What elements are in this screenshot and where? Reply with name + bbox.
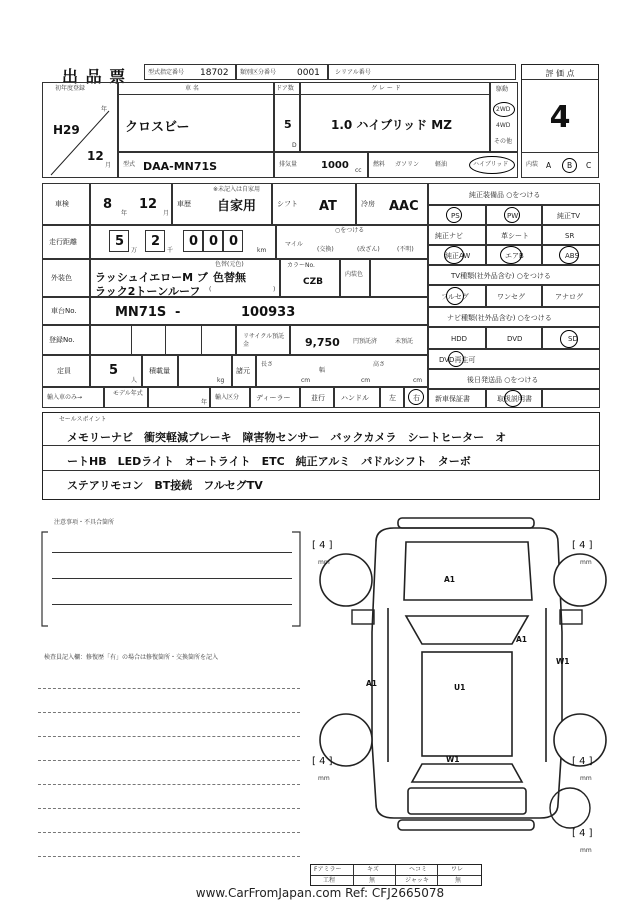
score-label: 評 価 点 <box>545 69 575 78</box>
after-warranty-cell: 新車保証書 <box>428 389 486 408</box>
color-value-line1: ラッシュイエロー​M ブ <box>95 271 208 284</box>
car-name-value: クロスビー <box>125 120 190 135</box>
color-label-cell: 外装色 <box>42 259 90 297</box>
footer-watermark: www.CarFromJapan.com Ref: CFJ2665078 <box>195 886 445 900</box>
equipment-title: 純正装備品 ○をつける <box>428 183 600 205</box>
color-no-value: CZB <box>303 277 323 287</box>
damage-rear: W1 <box>446 755 460 764</box>
interior-grade-cell: 内装 A B C <box>521 152 599 178</box>
shift-cell: シフト AT <box>272 183 356 225</box>
after-manual-circle <box>504 390 522 407</box>
navi-dvdplay-cell: DVD再生可 <box>428 349 600 369</box>
tire-rear-left: [ 4 ] <box>312 756 333 767</box>
tv-oneseg-cell: ワンセグ <box>486 285 542 307</box>
after-empty-cell <box>542 389 600 408</box>
katashiki-value: 18702 <box>200 68 229 78</box>
grade-cell: グ レ ー ド 1.0 ハイブリッド MZ <box>300 82 490 152</box>
tv-fullseg-cell: フルセグ <box>428 285 486 307</box>
capacity-label-cell: 定員 <box>42 355 90 387</box>
registration-cell: 初年度登録 H29 年 12 月 <box>42 82 118 178</box>
drive-2wd-circle <box>493 102 515 117</box>
notes-bracket <box>38 524 308 634</box>
model-value: DAA-MN71S <box>143 160 218 173</box>
original-color-value: 色替無 <box>213 271 246 284</box>
import-left-cell: 左 <box>380 387 404 408</box>
equip-ps-cell: PS <box>428 205 486 225</box>
equip-aw-cell: 純正AW <box>428 245 486 265</box>
registration-era: H29 <box>53 123 80 137</box>
load-value-cell: kg <box>178 355 232 387</box>
document-title: 出 品 票 <box>62 67 127 86</box>
score-value: 4 <box>549 100 571 135</box>
tire-front-right: [ 4 ] <box>572 540 593 551</box>
chassis-label-cell: 車台No. <box>42 297 90 325</box>
after-manual-cell: 取扱説明書 <box>486 389 542 408</box>
inspector-label: 検査員記入欄：修復歴「有」の場合は修復箇所・交換箇所を記入 <box>44 654 219 661</box>
equip-leather-cell: 革シート <box>486 225 542 245</box>
import-parallel-cell: 並行 <box>300 387 334 408</box>
grade-value: 1.0 ハイブリッド MZ <box>331 118 452 132</box>
equip-abs-circle <box>559 246 579 264</box>
equip-airbag-circle <box>500 246 522 264</box>
regno-value-cell <box>90 325 236 355</box>
import-category-cell: 輸入区分 <box>210 387 250 408</box>
doors-cell: ドア数 5 D <box>274 82 300 152</box>
recycle-value-cell: 9,750 円預託済 未預託 <box>290 325 428 355</box>
tire-spare: [ 4 ] <box>572 828 593 839</box>
tv-analog-cell: アナログ <box>542 285 600 307</box>
color-value-line2: ラック2トーンルーフ <box>95 285 201 298</box>
import-dealer-cell: ディーラー <box>250 387 300 408</box>
regno-label-cell: 登録No. <box>42 325 90 355</box>
import-model-year-cell: モデル年式 <box>104 387 148 408</box>
tire-rear-right: [ 4 ] <box>572 756 593 767</box>
equip-navi-cell: 純正ナビ <box>428 225 486 245</box>
displacement-value: 1000 <box>321 160 349 171</box>
displacement-cell: 排気量 1000 cc <box>274 152 368 178</box>
legend-table: Fアミラー キズ ヘコミ ワレ 工程 無 ジャッキ 無 <box>310 864 482 886</box>
recycle-value: 9,750 <box>305 336 340 349</box>
drive-cell: 駆動 2WD 4WD その他 <box>490 82 518 152</box>
navi-hdd-cell: HDD <box>428 327 486 349</box>
dims-label-cell: 諸元 <box>232 355 256 387</box>
interior-color-cell: 内装色 <box>340 259 370 297</box>
interior-b-circle <box>562 158 577 173</box>
damage-roof: U1 <box>454 683 466 692</box>
fuel-cell: 燃料 ガソリン 軽油 ハイブリッド <box>368 152 518 178</box>
sales-points-box: セールスポイント メモリーナビ 衝突軽減ブレーキ 障害物センサー バックカメラ シートヒーター オ ートHB LEDライト オートライト ETC 純正アルミ パドルシフト ターボ ステアリモコン BT接続 フルセグTV <box>42 412 600 500</box>
history-cell: 車歴 ※未記入は自家用 自家用 <box>172 183 272 225</box>
recycle-label-cell: リサイクル預託金 <box>236 325 290 355</box>
katashiki-box: 型式指定番号 18702 <box>144 64 236 80</box>
navi-title: ナビ種類(社外品含む) ○をつける <box>428 307 600 327</box>
notes-label: 注意事項・不具合箇所 <box>54 519 115 526</box>
damage-right-side: W1 <box>556 657 570 666</box>
color-value-cell: 色替(元色) ラッシュイエロー​M ブ ラック2トーンルーフ 色替無 ( ) <box>90 259 280 297</box>
equip-sr-cell: SR <box>542 225 600 245</box>
damage-front-right: A1 <box>516 635 528 644</box>
tire-front-left: [ 4 ] <box>312 540 333 551</box>
car-damage-diagram <box>318 512 618 842</box>
equip-tv-cell: 純正TV <box>542 205 600 225</box>
inspection-label-cell: 車検 <box>42 183 90 225</box>
car-name-cell: 車 名 クロスビー <box>118 82 274 152</box>
ruibetsu-value: 0001 <box>297 68 320 78</box>
chassis-value-cell: MN71S - 100933 <box>90 297 428 325</box>
import-handle-cell: ハンドル <box>334 387 380 408</box>
navi-sd-cell: SD <box>542 327 600 349</box>
navi-dvd-cell: DVD <box>486 327 542 349</box>
import-label-cell: 輸入車のみ→ <box>42 387 104 408</box>
registration-month: 12 <box>87 149 104 163</box>
navi-sd-circle <box>560 330 578 348</box>
import-right-cell: 右 <box>404 387 428 408</box>
sales-point-line-1: メモリーナビ 衝突軽減ブレーキ 障害物センサー バックカメラ シートヒーター オ <box>67 431 507 444</box>
interior-color-value-cell <box>370 259 428 297</box>
inspection-value-cell: 8 年 12 月 <box>90 183 172 225</box>
import-year-cell: 年 <box>148 387 210 408</box>
model-cell: 型式 DAA-MN71S <box>118 152 274 178</box>
doors-value: 5 <box>284 118 292 131</box>
mileage-mark-cell: ○をつける マイル (交換) (改ざん) (不明) <box>276 225 428 259</box>
navi-dvdplay-circle <box>448 351 464 367</box>
serial-box: シリアル番号 <box>328 64 516 80</box>
equip-pw-circle <box>504 207 520 223</box>
fuel-hybrid-circle <box>469 156 515 174</box>
after-title: 後日発送品 ○をつける <box>428 369 600 389</box>
mileage-value-cell: 5 万 2 千 0 0 0 km <box>90 225 276 259</box>
damage-left-side: A1 <box>366 679 378 688</box>
tv-fullseg-circle <box>446 287 464 305</box>
tv-title: TV種類(社外品含む) ○をつける <box>428 265 600 285</box>
aircon-cell: 冷房 AAC <box>356 183 428 225</box>
damage-front-hood: A1 <box>444 575 456 584</box>
sales-point-line-2: ートHB LEDライト オートライト ETC 純正アルミ パドルシフト ターボ <box>67 455 471 468</box>
color-no-cell: カラーNo. CZB <box>280 259 340 297</box>
load-label-cell: 積載量 <box>142 355 178 387</box>
ruibetsu-box: 類別区分番号 0001 <box>236 64 328 80</box>
capacity-value-cell: 5 人 <box>90 355 142 387</box>
equip-pw-cell: PW <box>486 205 542 225</box>
mileage-label-cell: 走行距離 <box>42 225 90 259</box>
equip-abs-cell: ABS <box>542 245 600 265</box>
equip-airbag-cell: エアB <box>486 245 542 265</box>
handle-right-circle <box>408 389 424 405</box>
sales-point-line-3: ステアリモコン BT接続 フルセグTV <box>67 479 263 492</box>
equip-aw-circle <box>444 246 464 264</box>
equip-ps-circle <box>446 207 462 223</box>
dims-value-cell: 長さ cm 幅 cm 高さ cm <box>256 355 428 387</box>
